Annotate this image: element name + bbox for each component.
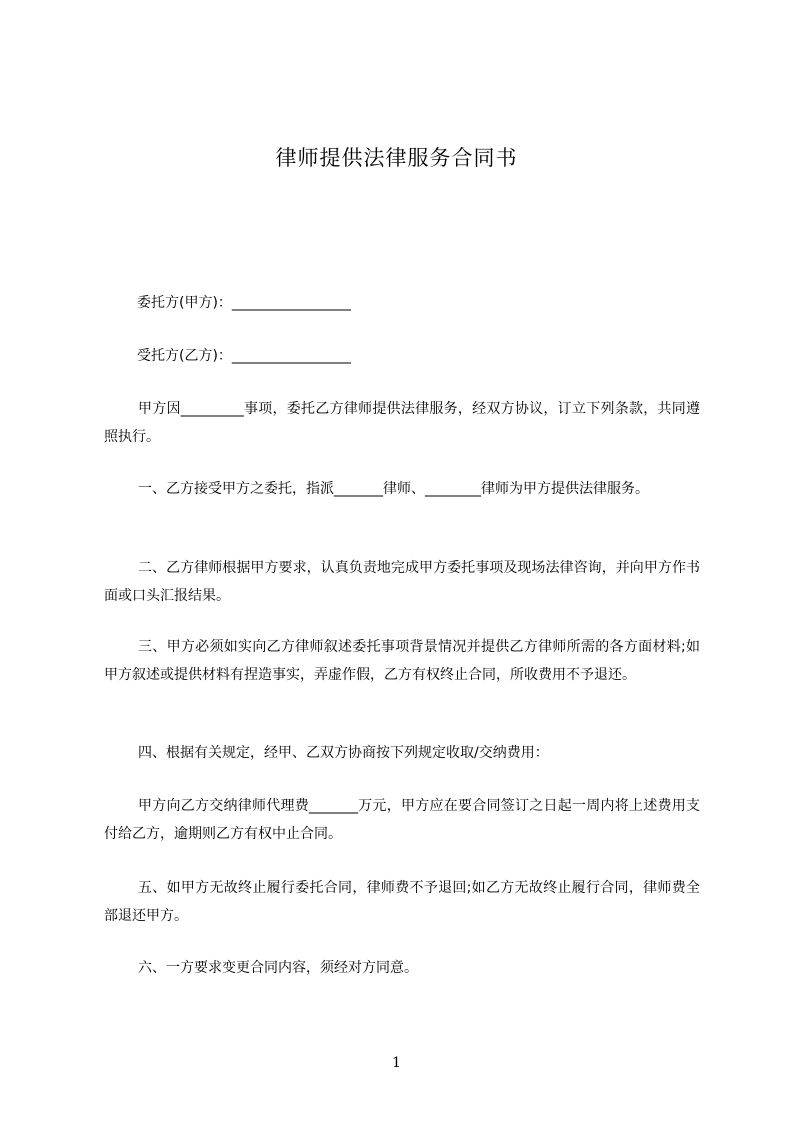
agent-field: 受托方(乙方)：_________________ [137,348,351,364]
paragraph-clause-2: 二、乙方律师根据甲方要求，认真负责地完成甲方委托事项及现场法律咨询，并向甲方作书面或口头汇报结果。 [104,560,700,604]
paragraph-clause-6: 六、一方要求变更合同内容，须经对方同意。 [138,960,418,976]
paragraph-fee: 甲方向乙方交纳律师代理费_______万元，甲方应在要合同签订之日起一周内将上述费用支付给乙方，逾期则乙方有权中止合同。 [104,798,700,842]
document-title: 律师提供法律服务合同书 [275,146,518,170]
page-number: 1 [392,1055,401,1071]
paragraph-intro: 甲方因_________事项，委托乙方律师提供法律服务，经双方协议，订立下列条款，共同遵照执行。 [104,401,700,445]
paragraph-clause-1: 一、乙方接受甲方之委托，指派_______律师、________律师为甲方提供法律服务。 [138,481,649,497]
paragraph-clause-4: 四、根据有关规定，经甲、乙双方协商按下列规定收取/交纳费用： [138,745,549,761]
paragraph-clause-3: 三、甲方必须如实向乙方律师叙述委托事项背景情况并提供乙方律师所需的各方面材料;如甲方叙述或提供材料有捏造事实，弄虚作假，乙方有权终止合同，所收费用不予退还。 [104,639,700,683]
paragraph-clause-5: 五、如甲方无故终止履行委托合同，律师费不予退回;如乙方无故终止履行合同，律师费全部退还甲方。 [104,880,700,924]
client-field: 委托方(甲方)：_________________ [137,295,351,311]
